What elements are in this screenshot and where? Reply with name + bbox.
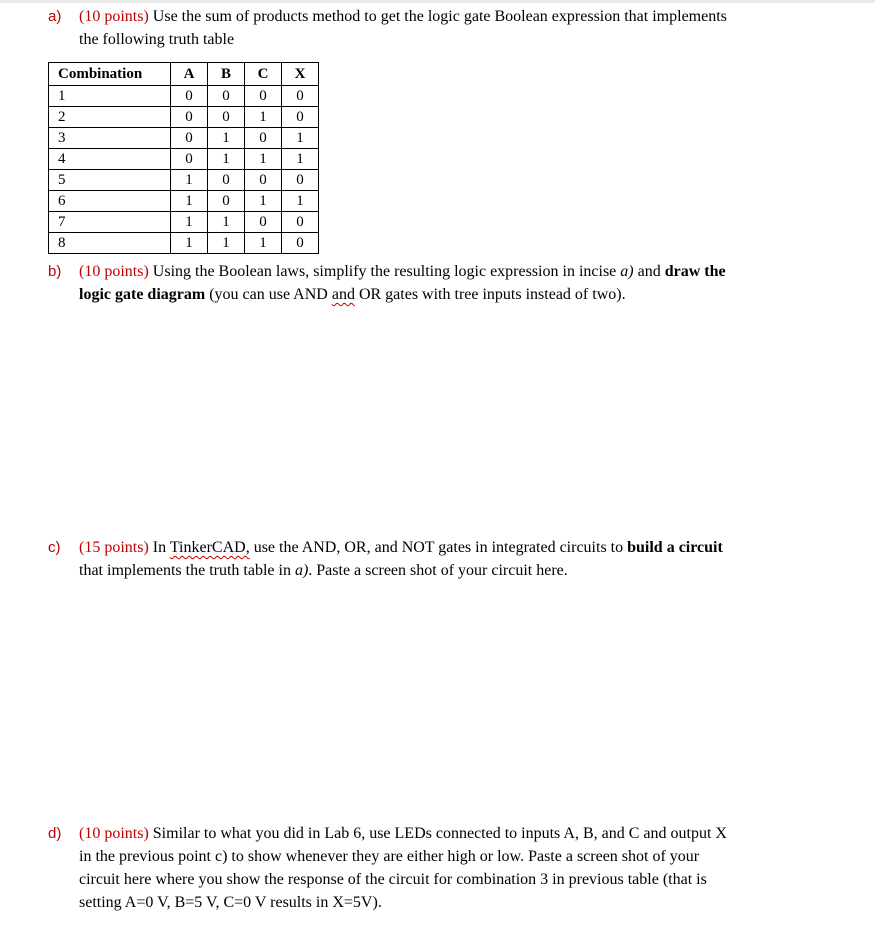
question-b-bold-1: draw the: [664, 263, 726, 280]
header-a: A: [171, 63, 208, 86]
table-cell-value: 0: [282, 107, 319, 128]
question-c-text-3: that implements the truth table in: [79, 562, 295, 579]
table-cell-value: 0: [208, 170, 245, 191]
table-cell-value: 1: [282, 128, 319, 149]
table-row: [49, 86, 319, 107]
question-c-points: (15 points): [79, 539, 149, 556]
table-cell-value: 0: [282, 86, 319, 107]
table-cell-combination: 8: [49, 233, 171, 254]
table-cell-value: 0: [208, 191, 245, 212]
question-a-text: [79, 5, 838, 51]
question-d: [48, 822, 838, 914]
table-cell-value: 0: [245, 212, 282, 233]
question-c-text-1: In: [148, 539, 170, 556]
header-combination: Combination: [49, 63, 171, 86]
question-b-points: (10 points): [79, 263, 149, 280]
header-b: B: [208, 63, 245, 86]
question-a-line1: Use the sum of products method to get the logic gate Boolean expression that implements: [148, 8, 727, 25]
question-b-text-4: OR gates with tree inputs instead of two).: [354, 286, 626, 303]
table-cell-value: 0: [282, 170, 319, 191]
table-cell-value: 0: [171, 107, 208, 128]
table-cell-value: 1: [245, 191, 282, 212]
table-cell-value: 1: [208, 212, 245, 233]
question-b-text-3: (you can use AND: [205, 286, 332, 303]
table-cell-value: 0: [208, 86, 245, 107]
question-c-text-4: . Paste a screen shot of your circuit here.: [308, 562, 568, 579]
table-cell-value: 0: [245, 86, 282, 107]
table-cell-combination: 6: [49, 191, 171, 212]
question-b-text: [79, 260, 838, 306]
table-row: [49, 233, 319, 254]
question-a-line2: the following truth table: [79, 31, 235, 48]
question-b-bold-2: logic gate diagram: [79, 286, 206, 303]
table-row: [49, 149, 319, 170]
question-a-points: (10 points): [79, 8, 149, 25]
question-a-letter: a): [48, 8, 62, 25]
table-cell-value: 0: [171, 86, 208, 107]
table-row: [49, 170, 319, 191]
table-cell-value: 1: [282, 149, 319, 170]
question-b-ref-a: a): [620, 263, 634, 280]
question-b-letter: b): [48, 263, 62, 280]
table-row: [49, 191, 319, 212]
table-cell-value: 1: [208, 128, 245, 149]
table-cell-value: 1: [171, 170, 208, 191]
table-row: [49, 107, 319, 128]
question-d-line3: circuit here where you show the response of the circuit for combination 3 in previous table (that is: [79, 871, 707, 888]
table-cell-combination: 3: [49, 128, 171, 149]
question-b: [48, 260, 838, 306]
top-divider: [0, 0, 875, 3]
table-cell-value: 1: [171, 191, 208, 212]
question-d-line1: Similar to what you did in Lab 6, use LEDs connected to inputs A, B, and C and output X: [148, 825, 727, 842]
question-b-text-2: and: [633, 263, 665, 280]
question-d-points: (10 points): [79, 825, 149, 842]
question-c-bold: build a circuit: [627, 539, 723, 556]
question-a: [48, 5, 838, 51]
table-cell-combination: 4: [49, 149, 171, 170]
question-d-line2: in the previous point c) to show whenever they are either high or low. Paste a screen shot of your: [79, 848, 700, 865]
table-cell-value: 1: [245, 149, 282, 170]
table-cell-value: 1: [245, 233, 282, 254]
table-cell-value: 0: [282, 212, 319, 233]
table-cell-combination: 7: [49, 212, 171, 233]
table-row: [49, 212, 319, 233]
table-cell-value: 1: [208, 233, 245, 254]
table-cell-value: 0: [208, 107, 245, 128]
question-b-text-1: Using the Boolean laws, simplify the resulting logic expression in incise: [148, 263, 621, 280]
truth-table: [48, 62, 319, 254]
table-cell-value: 1: [171, 233, 208, 254]
question-c-letter: c): [48, 539, 61, 556]
table-cell-value: 1: [245, 107, 282, 128]
table-row: [49, 128, 319, 149]
table-header-row: [49, 63, 319, 86]
table-cell-value: 0: [245, 170, 282, 191]
question-b-spell-flag: and: [331, 286, 355, 303]
question-d-text: [79, 822, 838, 914]
table-cell-value: 0: [282, 233, 319, 254]
table-cell-value: 1: [282, 191, 319, 212]
table-cell-value: 0: [171, 149, 208, 170]
header-x: X: [282, 63, 319, 86]
question-c: [48, 536, 838, 582]
question-c-text: [79, 536, 838, 582]
table-cell-value: 0: [245, 128, 282, 149]
header-c: C: [245, 63, 282, 86]
question-c-text-2: use the AND, OR, and NOT gates in integrated circuits to: [249, 539, 628, 556]
table-cell-combination: 2: [49, 107, 171, 128]
table-cell-combination: 1: [49, 86, 171, 107]
table-cell-value: 1: [208, 149, 245, 170]
table-cell-combination: 5: [49, 170, 171, 191]
table-cell-value: 1: [171, 212, 208, 233]
question-c-ref-a: a): [294, 562, 309, 579]
question-c-spell-flag: TinkerCAD,: [169, 539, 250, 556]
question-d-letter: d): [48, 825, 62, 842]
table-cell-value: 0: [171, 128, 208, 149]
question-d-line4: setting A=0 V, B=5 V, C=0 V results in X=5V).: [79, 894, 382, 911]
